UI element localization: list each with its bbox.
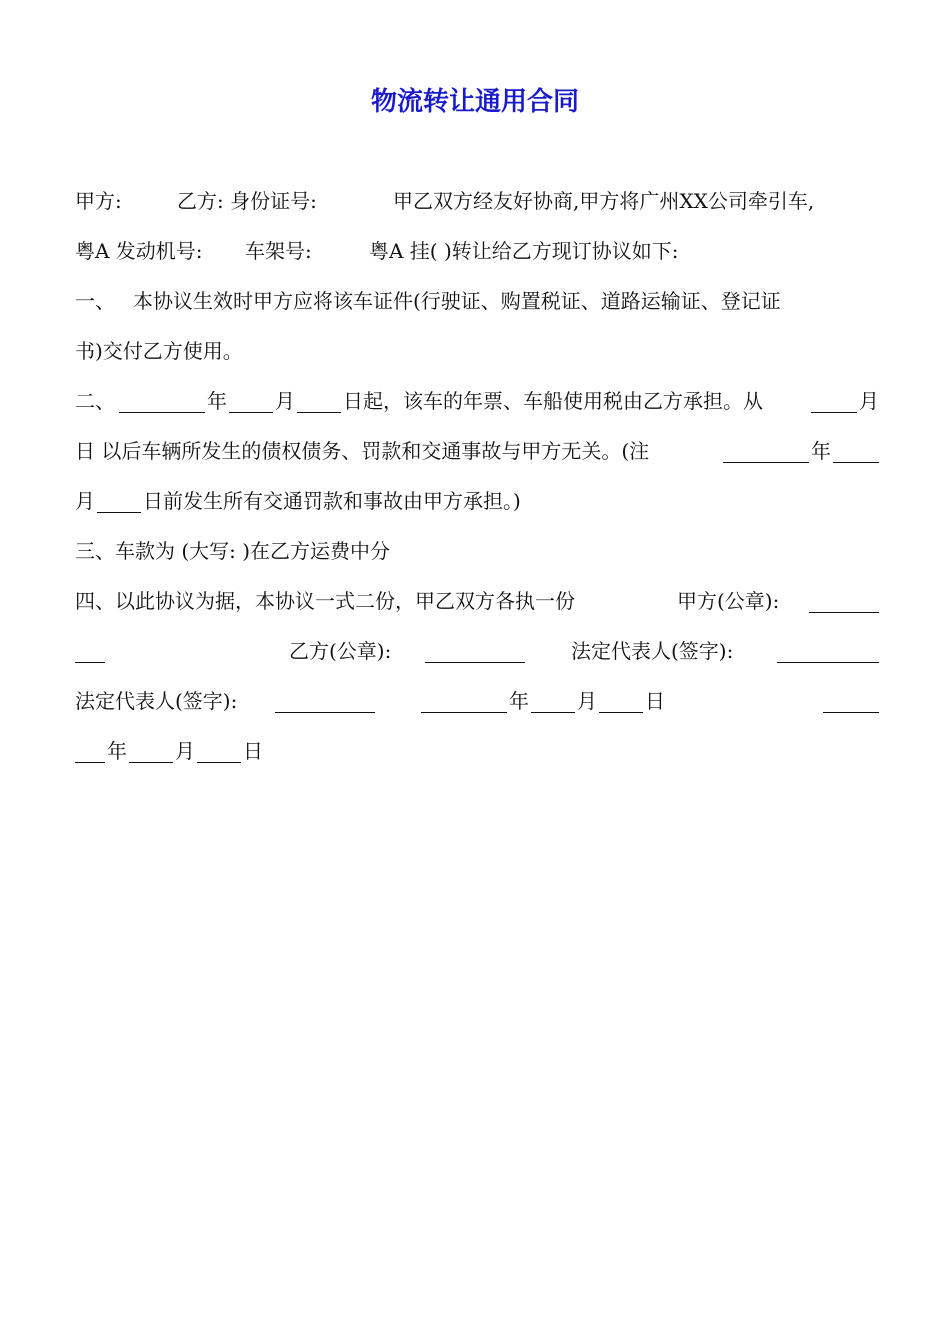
fill-blank <box>723 462 809 463</box>
month-label: 月 <box>859 389 879 413</box>
frame-number-label: 车架号: <box>245 239 312 263</box>
day-label: 日 <box>243 739 263 763</box>
day-label: 日 <box>645 689 665 713</box>
year-label: 年 <box>107 739 127 763</box>
intro-text: 甲乙双方经友好协商,甲方将广州XX公司牵引车, <box>393 189 815 213</box>
fill-blank <box>297 412 341 413</box>
fill-blank <box>599 712 643 713</box>
fill-blank <box>531 712 575 713</box>
fill-blank <box>97 512 141 513</box>
fill-blank <box>809 612 879 613</box>
month-label: 月 <box>175 739 195 763</box>
contract-line <box>75 526 880 576</box>
contract-line <box>75 376 880 426</box>
document-title: 物流转让通用合同 <box>370 87 579 117</box>
fill-blank <box>75 662 105 663</box>
contract-line <box>75 676 880 726</box>
contract-line <box>75 626 880 676</box>
clause-one-text: 本协议生效时甲方应将该车证件(行驶证、购置税证、道路运输证、登记证 <box>133 289 781 313</box>
contract-line <box>75 326 880 376</box>
fill-blank <box>229 412 273 413</box>
clause-two-continued: 日 以后车辆所发生的债权债务、罚款和交通事故与甲方无关。(注 <box>75 439 650 463</box>
contract-line <box>75 576 880 626</box>
year-label: 年 <box>207 389 227 413</box>
party-b-seal-label: 乙方(公章): <box>289 639 392 663</box>
year-label: 年 <box>811 439 831 463</box>
contract-line <box>75 226 880 276</box>
fill-blank <box>823 712 879 713</box>
clause-one-continued: 书)交付乙方使用。 <box>75 339 243 363</box>
month-label: 月 <box>75 489 95 513</box>
contract-line <box>75 426 880 476</box>
engine-number-label: 粤A 发动机号: <box>75 239 203 263</box>
legal-rep-sign-label: 法定代表人(签字): <box>571 639 734 663</box>
year-label: 年 <box>509 689 529 713</box>
contract-line <box>75 176 880 226</box>
clause-two-end: 日前发生所有交通罚款和事故由甲方承担。) <box>143 489 521 513</box>
clause-number: 二、 <box>75 389 115 413</box>
fill-blank <box>119 412 205 413</box>
contract-line <box>75 726 880 776</box>
fill-blank <box>777 662 879 663</box>
fill-blank <box>833 462 879 463</box>
trailer-transfer-text: 粤A 挂( )转让给乙方现订协议如下: <box>369 239 679 263</box>
clause-two-text: 日起，该车的年票、车船使用税由乙方承担。从 <box>343 389 763 413</box>
fill-blank <box>425 662 525 663</box>
legal-rep-sign-label: 法定代表人(签字): <box>75 689 238 713</box>
contract-line <box>75 476 880 526</box>
contract-line <box>75 276 880 326</box>
fill-blank <box>75 762 105 763</box>
party-b-id-label: 乙方: 身份证号: <box>177 189 317 213</box>
fill-blank <box>811 412 857 413</box>
fill-blank <box>129 762 173 763</box>
clause-number: 一、 <box>75 289 115 313</box>
party-a-seal-label: 甲方(公章): <box>677 589 780 613</box>
fill-blank <box>197 762 241 763</box>
fill-blank <box>275 712 375 713</box>
party-a-label: 甲方: <box>75 189 122 213</box>
fill-blank <box>421 712 507 713</box>
clause-four-text: 四、以此协议为据，本协议一式二份，甲乙双方各执一份 <box>75 589 575 613</box>
month-label: 月 <box>577 689 597 713</box>
month-label: 月 <box>275 389 295 413</box>
clause-three-text: 三、车款为 (大写: )在乙方运费中分 <box>75 539 391 563</box>
